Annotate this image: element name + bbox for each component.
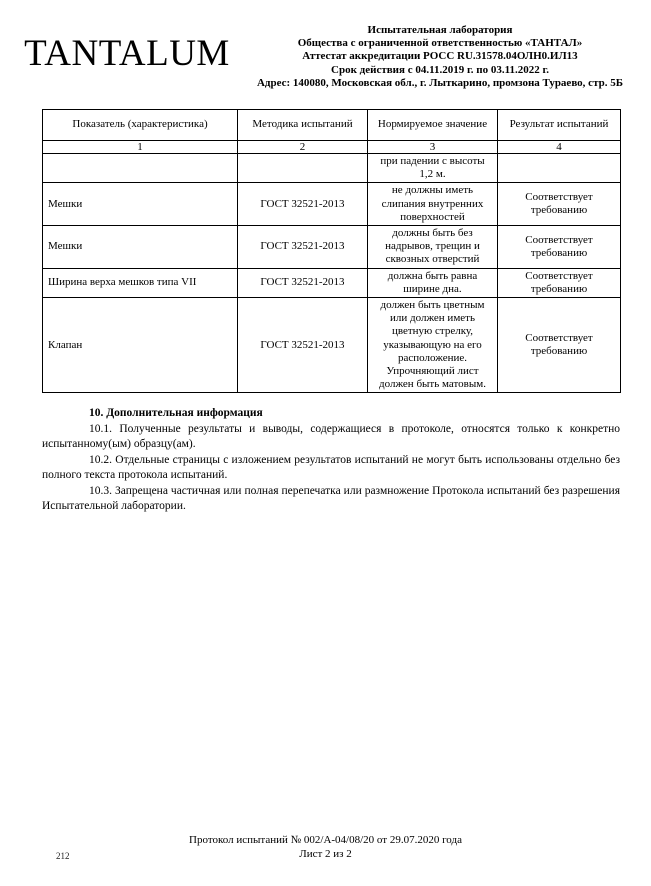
- table-header-row: [43, 110, 621, 141]
- additional-info-item: 10.2. Отдельные страницы с изложением результатов испытаний не могут быть использованы отдельно без полного текста протокола испытаний.: [42, 453, 620, 482]
- additional-info-item: 10.3. Запрещена частичная или полная перепечатка или размножение Протокола испытаний без разрешения Испытательной лаборатории.: [42, 484, 620, 513]
- cell-indicator: Клапан: [43, 298, 238, 393]
- lab-info-line: Аттестат аккредитации РОСС RU.31578.04ОЛН0.ИЛ13: [302, 50, 578, 63]
- logo-column: [0, 24, 254, 90]
- lab-info-line: Общества с ограниченной ответственностью «ТАНТАЛ»: [297, 37, 583, 50]
- column-header-method: Методика испытаний: [238, 110, 368, 141]
- cell-norm: должен быть цветным или должен иметь цветную стрелку, указывающую на его расположение. Упрочняющий лист должен быть матовым.: [368, 298, 498, 393]
- cell-result: Соответствует требованию: [498, 268, 621, 297]
- table-row: [43, 154, 621, 183]
- cell-indicator: Ширина верха мешков типа VII: [43, 268, 238, 297]
- additional-info-section: [42, 406, 620, 515]
- lab-info-line: Испытательная лаборатория: [367, 24, 513, 36]
- cell-norm: при падении с высоты 1,2 м.: [368, 154, 498, 183]
- table-row: [43, 268, 621, 297]
- cell-method: ГОСТ 32521-2013: [238, 298, 368, 393]
- cell-result: Соответствует требованию: [498, 183, 621, 226]
- additional-info-heading: 10. Дополнительная информация: [89, 407, 263, 420]
- column-number-row: [43, 141, 621, 154]
- company-logo: TANTALUM: [24, 33, 230, 74]
- column-number: 1: [43, 141, 238, 154]
- cell-result: [498, 154, 621, 183]
- cell-result: Соответствует требованию: [498, 298, 621, 393]
- lab-info-line: Адрес: 140080, Московская обл., г. Лыткарино, промзона Тураево, стр. 5Б: [256, 76, 623, 89]
- column-header-result: Результат испытаний: [498, 110, 621, 141]
- table-row: [43, 226, 621, 269]
- column-number: 4: [498, 141, 621, 154]
- cell-method: ГОСТ 32521-2013: [238, 183, 368, 226]
- cell-method: [238, 154, 368, 183]
- cell-norm: не должны иметь слипания внутренних поверхностей: [368, 183, 498, 226]
- cell-indicator: Мешки: [43, 226, 238, 269]
- additional-info-item: 10.1. Полученные результаты и выводы, содержащиеся в протоколе, относятся только к конкретно испытанному(ым) образцу(ам).: [42, 422, 620, 451]
- column-number: 2: [238, 141, 368, 154]
- lab-info-block: [254, 24, 626, 90]
- document-footer: [0, 834, 651, 861]
- cell-indicator: Мешки: [43, 183, 238, 226]
- document-header: [0, 0, 651, 90]
- cell-result: Соответствует требованию: [498, 226, 621, 269]
- page-number: 212: [56, 851, 70, 861]
- cell-method: ГОСТ 32521-2013: [238, 226, 368, 269]
- cell-norm: должна быть равна ширине дна.: [368, 268, 498, 297]
- table-row: [43, 298, 621, 393]
- column-number: 3: [368, 141, 498, 154]
- table-row: [43, 183, 621, 226]
- cell-method: ГОСТ 32521-2013: [238, 268, 368, 297]
- column-header-norm: Нормируемое значение: [368, 110, 498, 141]
- results-table: [42, 109, 621, 393]
- lab-info-line: Срок действия с 04.11.2019 г. по 03.11.2022 г.: [331, 63, 549, 76]
- cell-indicator: [43, 154, 238, 183]
- footer-sheet-line: Лист 2 из 2: [299, 847, 352, 860]
- column-header-indicator: Показатель (характеристика): [43, 110, 238, 141]
- cell-norm: должны быть без надрывов, трещин и сквозных отверстий: [368, 226, 498, 269]
- footer-protocol-line: Протокол испытаний № 002/А-04/08/20 от 29.07.2020 года: [189, 834, 462, 846]
